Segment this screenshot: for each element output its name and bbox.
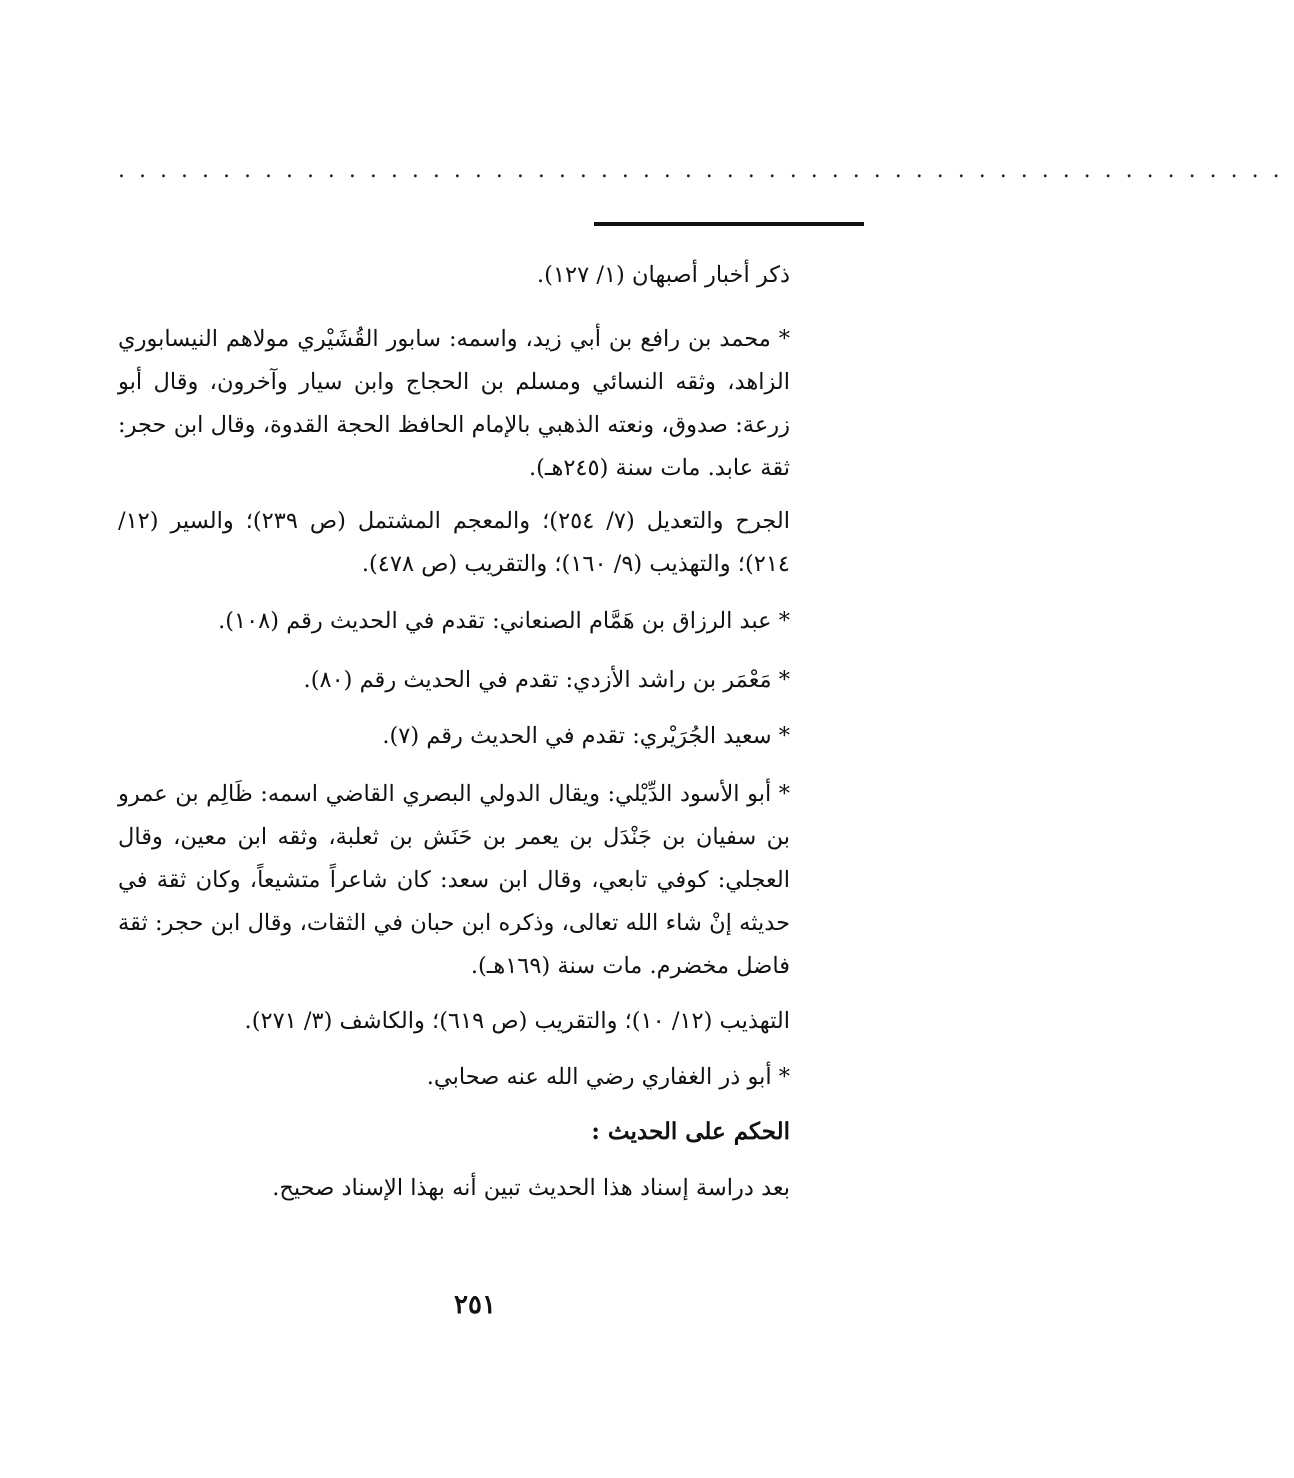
paragraph-sources-1: الجرح والتعديل (٧/ ٢٥٤)؛ والمعجم المشتمل (ص ٢٣٩)؛ والسير (١٢/ ٢١٤)؛ والتهذيب (٩/ ١٦٠)؛ والتقريب (ص ٤٧٨). [118,508,790,577]
paragraph-reference-isbahan: ذكر أخبار أصبهان (١/ ١٢٧). [537,262,790,288]
footnote-separator-rule [594,222,864,226]
paragraph-sources-2: التهذيب (١٢/ ١٠)؛ والتقريب (ص ٦١٩)؛ والكاشف (٣/ ٢٧١). [244,1008,790,1034]
section-heading-hadith-ruling: الحكم على الحديث : [591,1118,790,1145]
paragraph-muhammad-ibn-rafi: * محمد بن رافع بن أبي زيد، واسمه: سابور القُشَيْري مولاهم النيسابوري الزاهد، وثقه النسائي ومسلم بن الحجاج وابن سيار وآخرون، وقال أبو زرعة: صدوق، ونعته الذهبي بالإمام الحافظ الحجة القدوة، وقال ابن حجر: ثقة عابد. مات سنة (٢٤٥هـ). [118,326,790,481]
page-number: ٢٥١ [454,1290,496,1320]
paragraph-conclusion: بعد دراسة إسناد هذا الحديث تبين أنه بهذا الإسناد صحيح. [272,1175,790,1201]
paragraph-said-al-jurayri: * سعيد الجُرَيْري: تقدم في الحديث رقم (٧). [382,723,790,749]
paragraph-abd-al-razzaq: * عبد الرزاق بن هَمَّام الصنعاني: تقدم في الحديث رقم (١٠٨). [218,608,790,634]
paragraph-abu-dharr: * أبو ذر الغفاري رضي الله عنه صحابي. [426,1064,790,1090]
header-dotted-line: ........................................................ [118,158,1294,183]
paragraph-mamar: * مَعْمَر بن راشد الأزدي: تقدم في الحديث رقم (٨٠). [303,667,790,693]
paragraph-abu-al-aswad: * أبو الأسود الدِّيْلي: ويقال الدولي البصري القاضي اسمه: ظَالِم بن عمرو بن سفيان بن جَنْدَل بن يعمر بن حَنَش بن ثعلبة، وثقه ابن معين، وقال العجلي: كوفي تابعي، وقال ابن سعد: كان شاعراً متشيعاً، وكان ثقة في حديثه إنْ شاء الله تعالى، وذكره ابن حبان في الثقات، وقال ابن حجر: ثقة فاضل مخضرم. مات سنة (١٦٩هـ). [118,781,790,979]
